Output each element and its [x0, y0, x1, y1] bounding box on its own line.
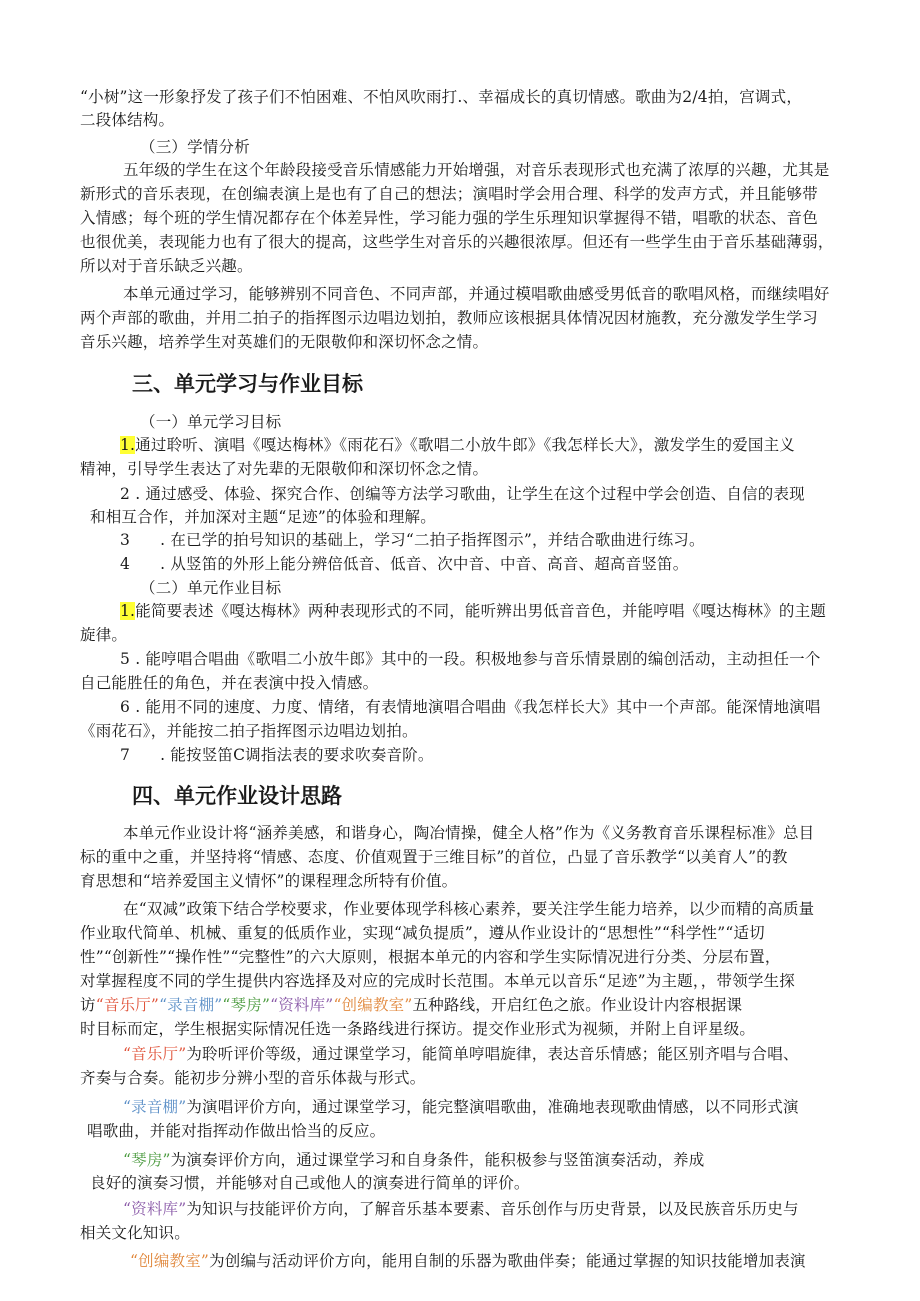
- homework-goal-5: 5 . 能哼唱合唱曲《歌唱二小放牛郎》其中的一段。积极地参与音乐情景剧的编创活动，主动担任一个: [120, 650, 821, 668]
- route-recording-studio: “录音棚”: [159, 996, 223, 1014]
- route-piano-room: “琴房”: [222, 996, 271, 1014]
- learning-goals-heading: （一）单元学习目标: [140, 413, 282, 431]
- route-music-hall-desc-cont: 齐奏与合奏。能初步分辨小型的音乐体裁与形式。: [80, 1069, 426, 1087]
- learning-goal-1-cont: 精神，引导学生表达了对先辈的无限敬仰和深切怀念之情。: [80, 460, 489, 478]
- section4-title: 四、单元作业设计思路: [132, 784, 342, 808]
- route-studio-desc-cont: 唱歌曲，并能对指挥动作做出恰当的反应。: [87, 1122, 386, 1140]
- analysis-p2-line: 本单元通过学习，能够辨别不同音色、不同声部，并通过模唱歌曲感受男低音的歌唱风格，而继续唱好: [123, 285, 830, 303]
- route-piano-desc: “琴房”为演奏评价方向，通过课堂学习和自身条件，能积极参与竖笛演奏活动，养成: [123, 1151, 705, 1169]
- route-piano-desc-cont: 良好的演奏习惯，并能够对自己或他人的演奏进行简单的评价。: [90, 1174, 530, 1192]
- homework-goal-7: 7 . 能按竖笛C调指法表的要求吹奏音阶。: [120, 746, 434, 764]
- section3-title: 三、单元学习与作业目标: [132, 372, 363, 396]
- route-studio-desc: “录音棚”为演唱评价方向，通过课堂学习，能完整演唱歌曲，准确地表现歌曲情感，以不同形式演: [123, 1098, 799, 1116]
- highlight-number: 1.: [120, 436, 136, 454]
- route-creative-desc: “创编教室”为创编与活动评价方向，能用自制的乐器为歌曲伴奏；能通过掌握的知识技能增加表演: [130, 1252, 806, 1270]
- homework-goal-1-cont: 旋律。: [80, 626, 128, 644]
- intro-line-2: 二段体结构。: [80, 111, 175, 129]
- homework-goal-6: 6 . 能用不同的速度、力度、情绪，有表情地演唱合唱曲《我怎样长大》其中一个声部。能深情地演唱: [120, 698, 821, 716]
- design-p1-line: 本单元作业设计将“涵养美感，和谐身心，陶冶情操，健全人格”作为《义务教育音乐课程标准》总目: [123, 824, 815, 842]
- learning-goal-2-cont: 和相互合作，并加深对主题“足迹”的体验和理解。: [90, 508, 436, 526]
- analysis-p1-line: 所以对于音乐缺乏兴趣。: [80, 257, 253, 275]
- learning-goal-1: 1.通过聆听、演唱《嘎达梅林》《雨花石》《歌唱二小放牛郎》《我怎样长大》，激发学生的爱国主义: [120, 436, 796, 454]
- route-library-desc-cont: 相关文化知识。: [80, 1224, 190, 1242]
- highlight-number: 1.: [120, 602, 136, 620]
- analysis-p1-line: 也很优美，表现能力也有了很大的提高，这些学生对音乐的兴趣很浓厚。但还有一些学生由于音乐基础薄弱，: [80, 233, 834, 251]
- learning-goal-4: 4 . 从竖笛的外形上能分辨倍低音、低音、次中音、中音、高音、超高音竖笛。: [120, 555, 689, 573]
- design-p2-line: 对掌握程度不同的学生提供内容选择及对应的完成时长范围。本单元以音乐“足迹”为主题，，带领学生探: [80, 972, 796, 990]
- design-p2-line: 在“双减”政策下结合学校要求，作业要体现学科核心素养，要关注学生能力培养，以少而精的高质量: [123, 900, 815, 918]
- design-p2-line: 时目标而定，学生根据实际情况任选一条路线进行探访。提交作业形式为视频，并附上自评星级。: [80, 1020, 756, 1038]
- learning-goal-2: 2 . 通过感受、体验、探究合作、创编等方法学习歌曲，让学生在这个过程中学会创造、自信的表现: [120, 485, 805, 503]
- route-music-hall: “音乐厅”: [95, 996, 160, 1014]
- analysis-p1-line: 新形式的音乐表现，在创编表演上是也有了自己的想法；演唱时学会用合理、科学的发声方式，并且能够带: [80, 185, 818, 203]
- analysis-p2-line: 两个声部的歌曲，并用二拍子的指挥图示边唱边划拍，教师应该根据具体情况因材施教，充分激发学生学习: [80, 309, 818, 327]
- intro-line-1: “小树”这一形象抒发了孩子们不怕困难、不怕风吹雨打.、幸福成长的真切情感。歌曲为2/4拍，宫调式，: [80, 88, 803, 106]
- homework-goal-6-cont: 《雨花石》，并能按二拍子指挥图示边唱边划拍。: [80, 722, 418, 740]
- analysis-p1-line: 五年级的学生在这个年龄段接受音乐情感能力开始增强，对音乐表现形式也充满了浓厚的兴趣，尤其是: [123, 161, 830, 179]
- homework-goals-heading: （二）单元作业目标: [140, 579, 282, 597]
- homework-goal-5-cont: 自己能胜任的角色，并在表演中投入情感。: [80, 674, 379, 692]
- route-library-desc: “资料库”为知识与技能评价方向，了解音乐基本要素、音乐创作与历史背景，以及民族音乐历史与: [123, 1200, 799, 1218]
- learning-goal-3: 3 . 在已学的拍号知识的基础上，学习“二拍子指挥图示”，并结合歌曲进行练习。: [120, 531, 705, 549]
- design-p2-routes-line: 访“音乐厅”“录音棚”“琴房”“资料库”“创编教室”五种路线，开启红色之旅。作业设计内容根据课: [80, 996, 743, 1014]
- route-creative-room: “创编教室”: [333, 996, 413, 1014]
- homework-goal-1: 1.能简要表述《嘎达梅林》两种表现形式的不同，能听辨出男低音音色，并能哼唱《嘎达梅林》的主题: [120, 602, 827, 620]
- route-library: “资料库”: [270, 996, 334, 1014]
- route-music-hall-desc: “音乐厅”为聆听评价等级，通过课堂学习，能简单哼唱旋律，表达音乐情感；能区别齐唱与合唱、: [123, 1045, 799, 1063]
- design-p2-line: 性”“创新性”“操作性”“完整性”的六大原则，根据本单元的内容和学生实际情况进行分类、分层布置，: [80, 948, 781, 966]
- design-p1-line: 育思想和“培养爱国主义情怀”的课程理念所特有价值。: [80, 872, 458, 890]
- analysis-heading: （三）学情分析: [140, 138, 250, 156]
- analysis-p1-line: 入情感；每个班的学生情况都存在个体差异性，学习能力强的学生乐理知识掌握得不错，唱歌的状态、音色: [80, 209, 818, 227]
- design-p1-line: 标的重中之重，并坚持将“情感、态度、价值观置于三维目标”的首位，凸显了音乐教学“以美育人”的教: [80, 848, 788, 866]
- analysis-p2-line: 音乐兴趣，培养学生对英雄们的无限敬仰和深切怀念之情。: [80, 333, 489, 351]
- design-p2-line: 作业取代简单、机械、重复的低质作业，实现“减负提质”，遵从作业设计的“思想性”“科学性”“适切: [80, 924, 765, 942]
